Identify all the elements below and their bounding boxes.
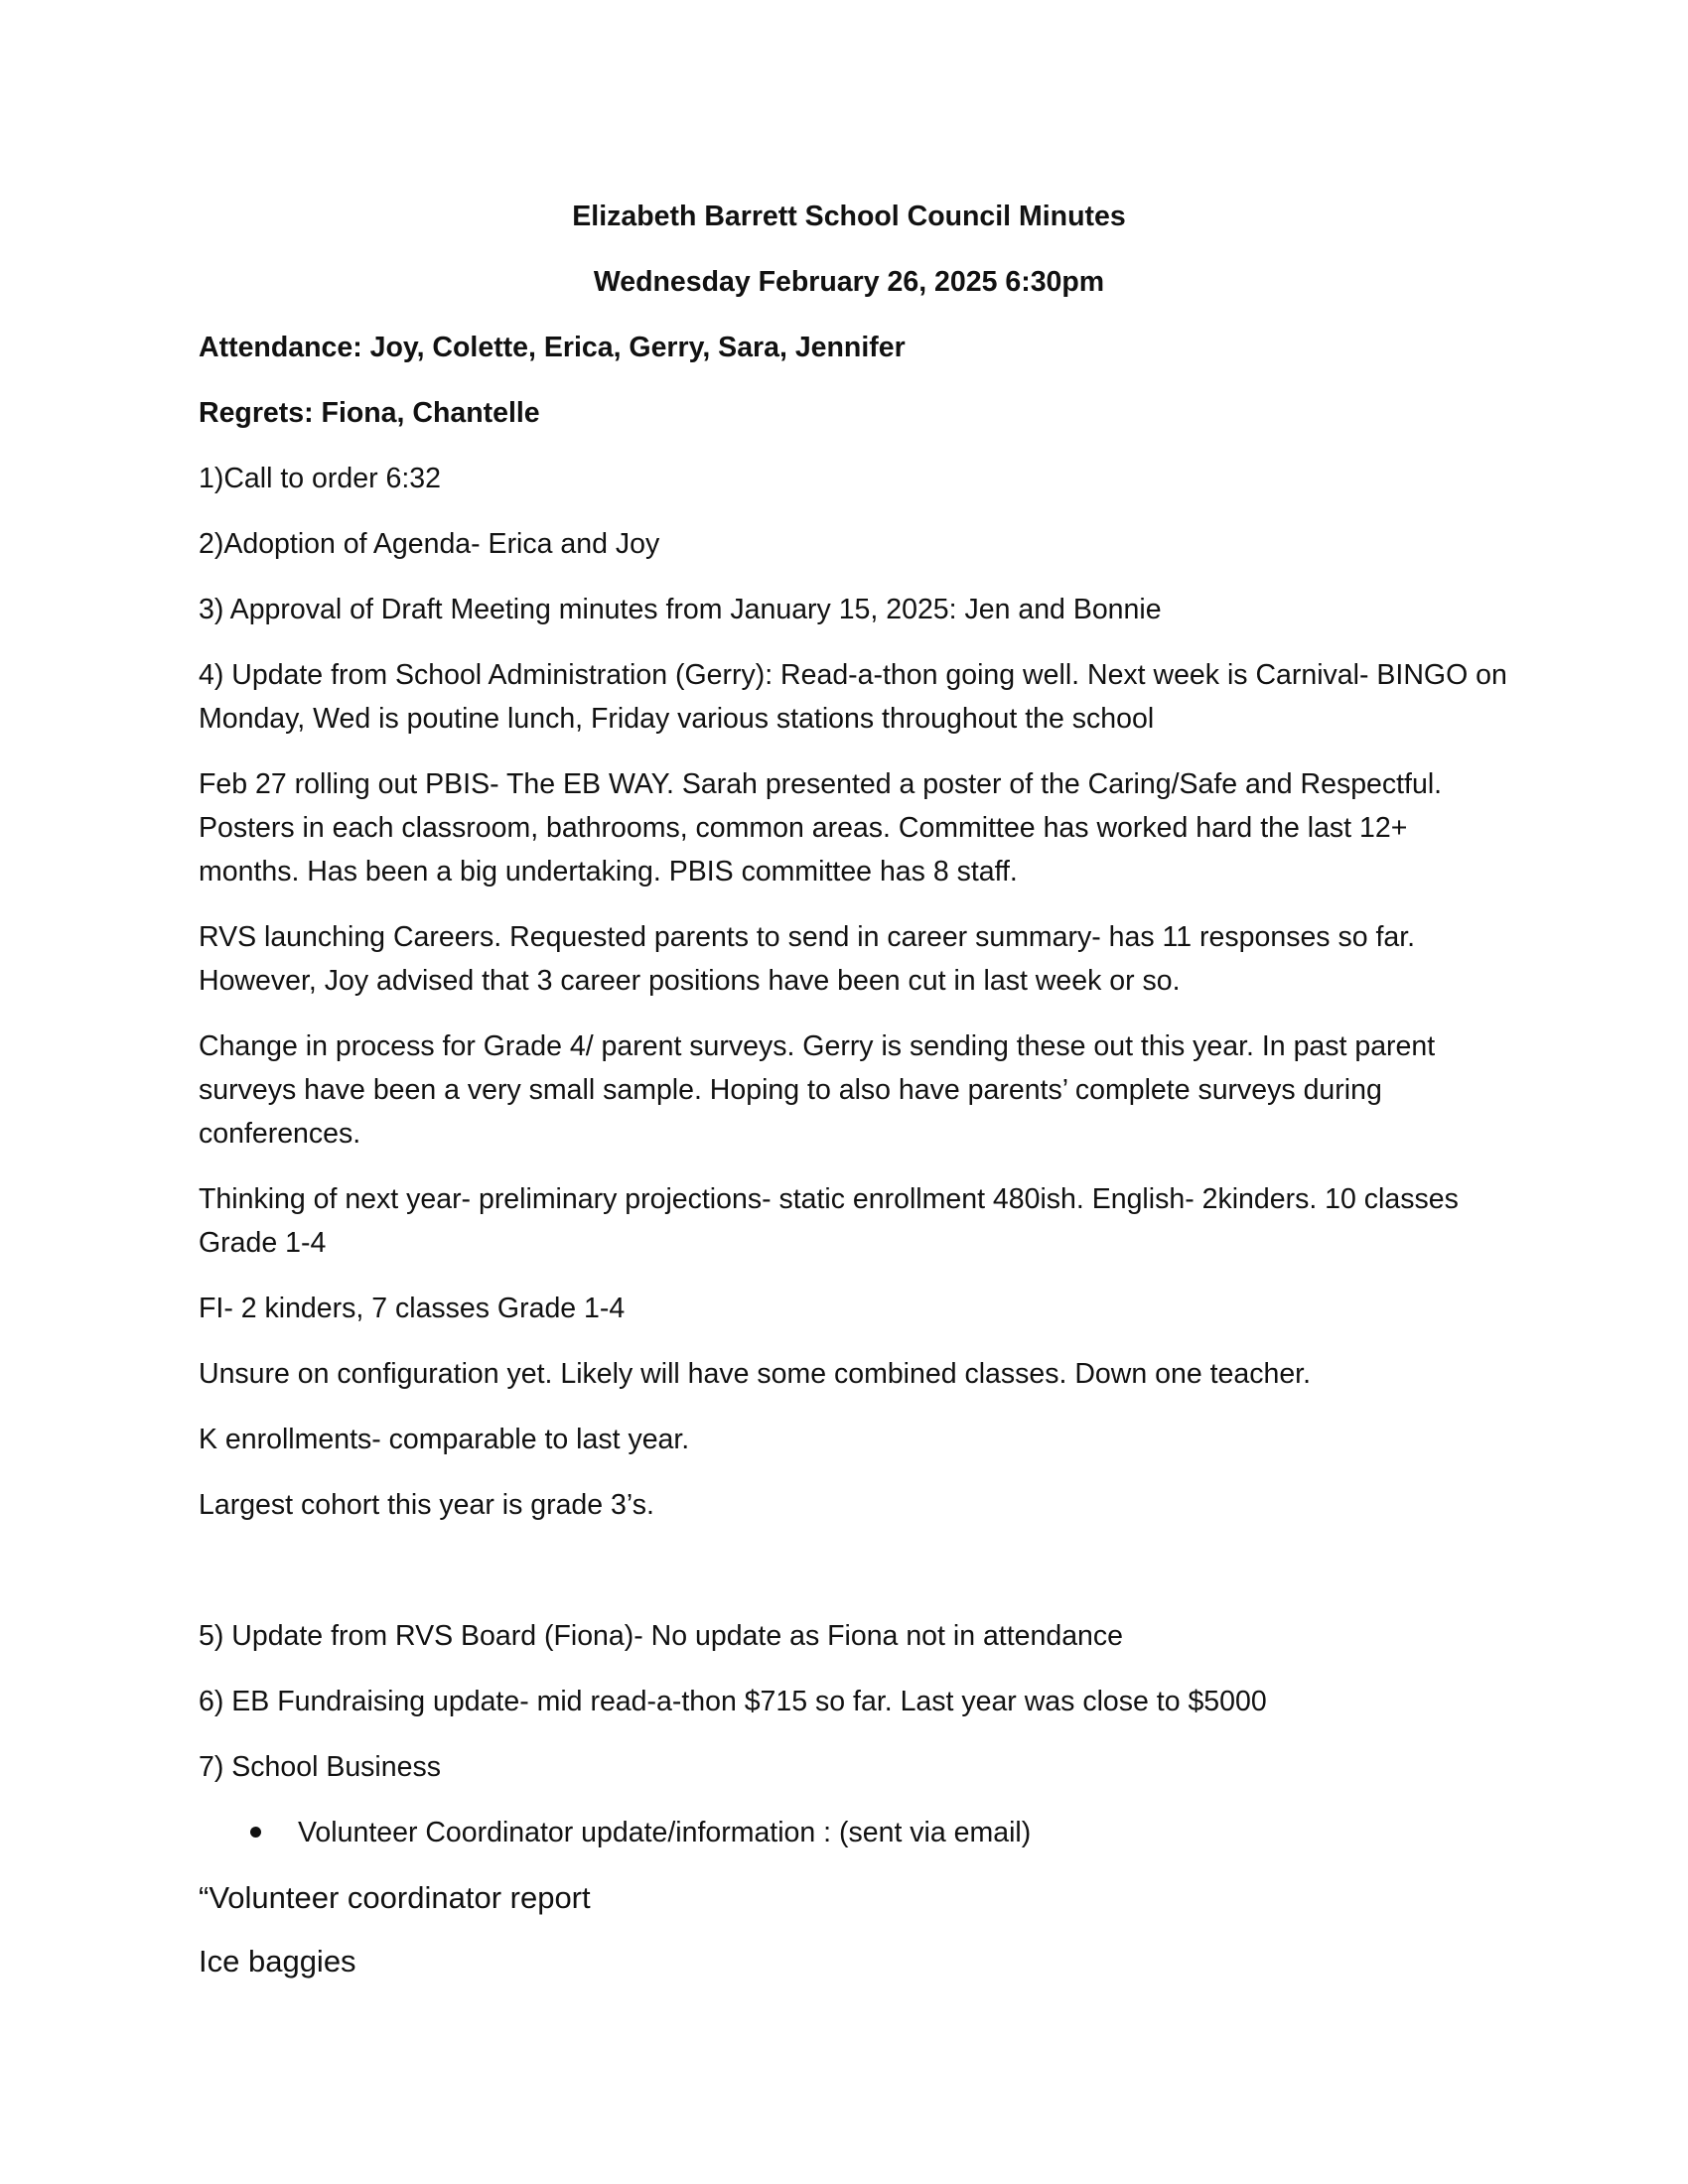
volunteer-report-heading: “Volunteer coordinator report (199, 1880, 591, 1915)
item-approval-of-minutes: 3) Approval of Draft Meeting minutes from January 15, 2025: Jen and Bonnie (199, 594, 1162, 625)
paragraph-largest-cohort: Largest cohort this year is grade 3’s. (199, 1489, 654, 1521)
item-school-business: 7) School Business (199, 1751, 441, 1783)
paragraph-configuration: Unsure on configuration yet. Likely will have some combined classes. Down one teacher. (199, 1358, 1312, 1390)
item-fundraising: 6) EB Fundraising update- mid read-a-thon $715 so far. Last year was close to $5000 (199, 1686, 1267, 1717)
paragraph-k-enrollments: K enrollments- comparable to last year. (199, 1424, 690, 1455)
meeting-datetime: Wednesday February 26, 2025 6:30pm (593, 266, 1105, 298)
item-admin-update: 4) Update from School Administration (Gerry): Read-a-thon going well. Next week is Carnival- BINGO on Monday, Wed is poutine lunch, Friday various stations throughout the school (199, 659, 1507, 735)
item-call-to-order: 1)Call to order 6:32 (199, 463, 441, 494)
bullet-icon (250, 1827, 261, 1838)
attendance-line: Attendance: Joy, Colette, Erica, Gerry, Sara, Jennifer (199, 332, 906, 363)
list-item-text: Volunteer Coordinator update/information : (sent via email) (298, 1817, 1032, 1848)
ice-baggies-line: Ice baggies (199, 1944, 356, 1979)
list-item (298, 1811, 1509, 1854)
item-rvs-board: 5) Update from RVS Board (Fiona)- No update as Fiona not in attendance (199, 1620, 1123, 1652)
document-page (199, 195, 1509, 2003)
item-adoption-of-agenda: 2)Adoption of Agenda- Erica and Joy (199, 528, 660, 560)
paragraph-careers: RVS launching Careers. Requested parents to send in career summary- has 11 responses so far. However, Joy advised that 3 career positions have been cut in last week or so. (199, 921, 1416, 997)
paragraph-fi: FI- 2 kinders, 7 classes Grade 1-4 (199, 1293, 626, 1324)
document-title: Elizabeth Barrett School Council Minutes (572, 201, 1126, 232)
paragraph-surveys: Change in process for Grade 4/ parent surveys. Gerry is sending these out this year. In past parent surveys have been a very small sample. Hoping to also have parents’ complete surveys during conferences. (199, 1030, 1436, 1150)
regrets-line: Regrets: Fiona, Chantelle (199, 397, 540, 429)
school-business-list (199, 1811, 1509, 1854)
paragraph-pbis: Feb 27 rolling out PBIS- The EB WAY. Sarah presented a poster of the Caring/Safe and Respectful. Posters in each classroom, bathrooms, common areas. Committee has worked hard the last 12+ months. Has been a big undertaking. PBIS committee has 8 staff. (199, 768, 1443, 887)
paragraph-next-year: Thinking of next year- preliminary projections- static enrollment 480ish. English- 2kinders. 10 classes Grade 1-4 (199, 1183, 1459, 1259)
